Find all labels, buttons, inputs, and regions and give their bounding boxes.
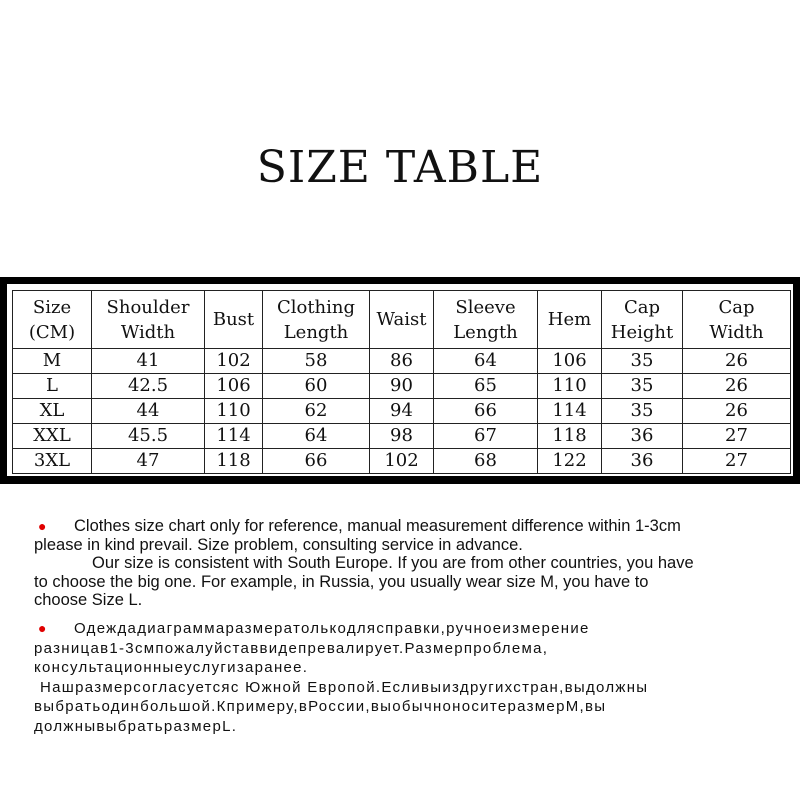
note-line: please in kind prevail. Size problem, consulting service in advance. [34, 535, 523, 554]
table-cell: 122 [538, 449, 602, 474]
note-line: to choose the big one. For example, in Russia, you usually wear size M, you have to [34, 572, 649, 591]
table-cell: 27 [683, 424, 791, 449]
table-row [13, 449, 791, 474]
table-cell: 60 [263, 374, 370, 399]
table-cell: 118 [538, 424, 602, 449]
note-line: Clothes size chart only for reference, manual measurement difference within 1-3cm [74, 517, 681, 535]
size-table-panel [7, 284, 793, 476]
table-cell: 102 [370, 449, 434, 474]
table-row [13, 349, 791, 374]
table-cell: 35 [602, 374, 683, 399]
bullet-icon: ● [38, 620, 48, 636]
note-line: Нашразмерсогласуетсяс Южной Европой.Есливыиздругихстран,выдолжны [40, 678, 649, 696]
table-cell: 118 [205, 449, 263, 474]
table-row [13, 399, 791, 424]
table-cell: 90 [370, 374, 434, 399]
notes-english [34, 517, 794, 610]
col-header-shoulder-width: Shoulder Width [92, 291, 205, 349]
table-cell: 42.5 [92, 374, 205, 399]
table-cell: 26 [683, 349, 791, 374]
table-cell: 86 [370, 349, 434, 374]
table-cell: 67 [434, 424, 538, 449]
col-header-bust: Bust [205, 291, 263, 349]
table-cell: 102 [205, 349, 263, 374]
table-header-row [13, 291, 791, 349]
table-cell: 114 [205, 424, 263, 449]
table-cell: 65 [434, 374, 538, 399]
table-cell: 35 [602, 349, 683, 374]
col-header-cap-height: Cap Height [602, 291, 683, 349]
bullet-icon: ● [38, 518, 47, 534]
table-row [13, 424, 791, 449]
note-line: choose Size L. [34, 591, 143, 609]
table-cell: 68 [434, 449, 538, 474]
col-header-size: Size (CM) [13, 291, 92, 349]
col-header-sleeve-length: Sleeve Length [434, 291, 538, 349]
table-cell: 62 [263, 399, 370, 424]
table-cell: 26 [683, 374, 791, 399]
col-header-hem: Hem [538, 291, 602, 349]
table-row [13, 374, 791, 399]
table-cell: 110 [205, 399, 263, 424]
notes-russian [34, 619, 794, 736]
table-cell: 35 [602, 399, 683, 424]
table-cell: 98 [370, 424, 434, 449]
col-header-cap-width: Cap Width [683, 291, 791, 349]
table-cell: 64 [434, 349, 538, 374]
table-cell: XXL [13, 424, 92, 449]
table-cell: 66 [434, 399, 538, 424]
table-cell: 44 [92, 399, 205, 424]
table-cell: 110 [538, 374, 602, 399]
note-line: разницав1-3смпожалуйставвидепревалирует.Размерпроблема, [34, 639, 549, 657]
note-line: Our size is consistent with South Europe. If you are from other countries, you have [92, 554, 694, 572]
table-cell: 106 [205, 374, 263, 399]
table-cell: L [13, 374, 92, 399]
table-cell: 26 [683, 399, 791, 424]
note-line: консультационныеуслугизаранее. [34, 659, 309, 676]
note-line: Одеждадиаграммаразмератолькодляспр​авки,ручноеизмерение [74, 620, 590, 637]
page-title: SIZE TABLE [256, 142, 544, 193]
note-line: выбратьодинбольшой.Кпримеру,вРоссии,выобычноноситеразмерМ,вы [34, 698, 607, 715]
table-cell: 58 [263, 349, 370, 374]
col-header-waist: Waist [370, 291, 434, 349]
table-cell: 66 [263, 449, 370, 474]
table-cell: 36 [602, 424, 683, 449]
table-cell: 94 [370, 399, 434, 424]
table-cell: 27 [683, 449, 791, 474]
col-header-clothing-length: Clothing Length [263, 291, 370, 349]
size-table-frame [0, 277, 800, 484]
table-cell: 41 [92, 349, 205, 374]
table-cell: 106 [538, 349, 602, 374]
table-cell: M [13, 349, 92, 374]
note-line: должнывыбратьразмерL. [34, 717, 238, 735]
table-cell: 64 [263, 424, 370, 449]
table-cell: 114 [538, 399, 602, 424]
table-cell: 36 [602, 449, 683, 474]
table-cell: 3XL [13, 449, 92, 474]
size-table [12, 290, 791, 474]
table-cell: 45.5 [92, 424, 205, 449]
table-cell: XL [13, 399, 92, 424]
table-cell: 47 [92, 449, 205, 474]
